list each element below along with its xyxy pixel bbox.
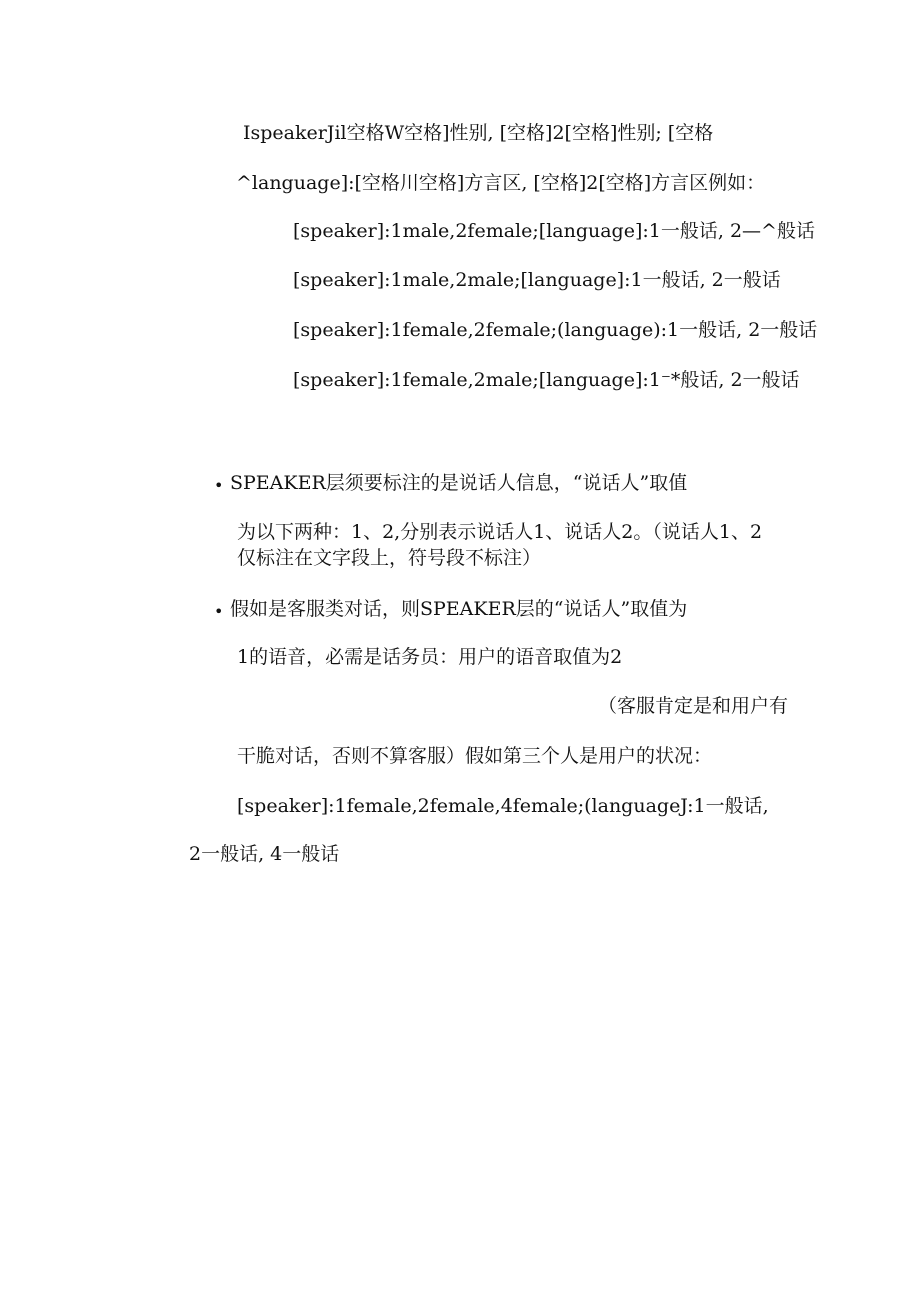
- bullet-2-continuation-1: 1的语音，必需是话务员：用户的语音取值为2: [237, 646, 623, 668]
- bullet-2-example-continuation: 2一般话, 4一般话: [189, 843, 340, 865]
- bullet-2-example-line: [speaker]:1female,2female,4female;(languageJ:1一般话,: [237, 795, 769, 817]
- bullet-2-first-line: 假如是客服类对话，则SPEAKER层的“说话人”取值为: [230, 598, 688, 620]
- bullet-2-continuation-3: 干脆对话，否则不算客服）假如第三个人是用户的状况：: [237, 745, 713, 767]
- example-line-3: [speaker]:1female,2female;(language):1一般话, 2一般话: [293, 319, 818, 341]
- example-line-1: [speaker]:1male,2female;[language]:1一般话, 2—^般话: [293, 220, 815, 242]
- example-line-2: [speaker]:1male,2male;[language]:1一般话, 2一般话: [293, 269, 781, 291]
- bullet-marker-1: •: [214, 476, 224, 495]
- format-line-2: ^language]:[空格川空格]方言区, [空格]2[空格]方言区例如：: [236, 172, 766, 194]
- bullet-marker-2: •: [214, 602, 224, 621]
- format-line-1: IspeakerJil空格W空格]性别, [空格]2[空格]性别; [空格: [243, 122, 714, 144]
- bullet-1-continuation-2: 仅标注在文字段上，符号段不标注）: [237, 547, 542, 569]
- bullet-2-continuation-2: （客服肯定是和用户有: [598, 695, 789, 717]
- bullet-1-continuation-1: 为以下两种：1、2,分别表示说话人1、说话人2。（说话人1、2: [237, 521, 763, 543]
- bullet-1-first-line: SPEAKER层须要标注的是说话人信息，“说话人”取值: [230, 472, 688, 494]
- example-line-4: [speaker]:1female,2male;[language]:1⁻*般话, 2一般话: [293, 369, 800, 391]
